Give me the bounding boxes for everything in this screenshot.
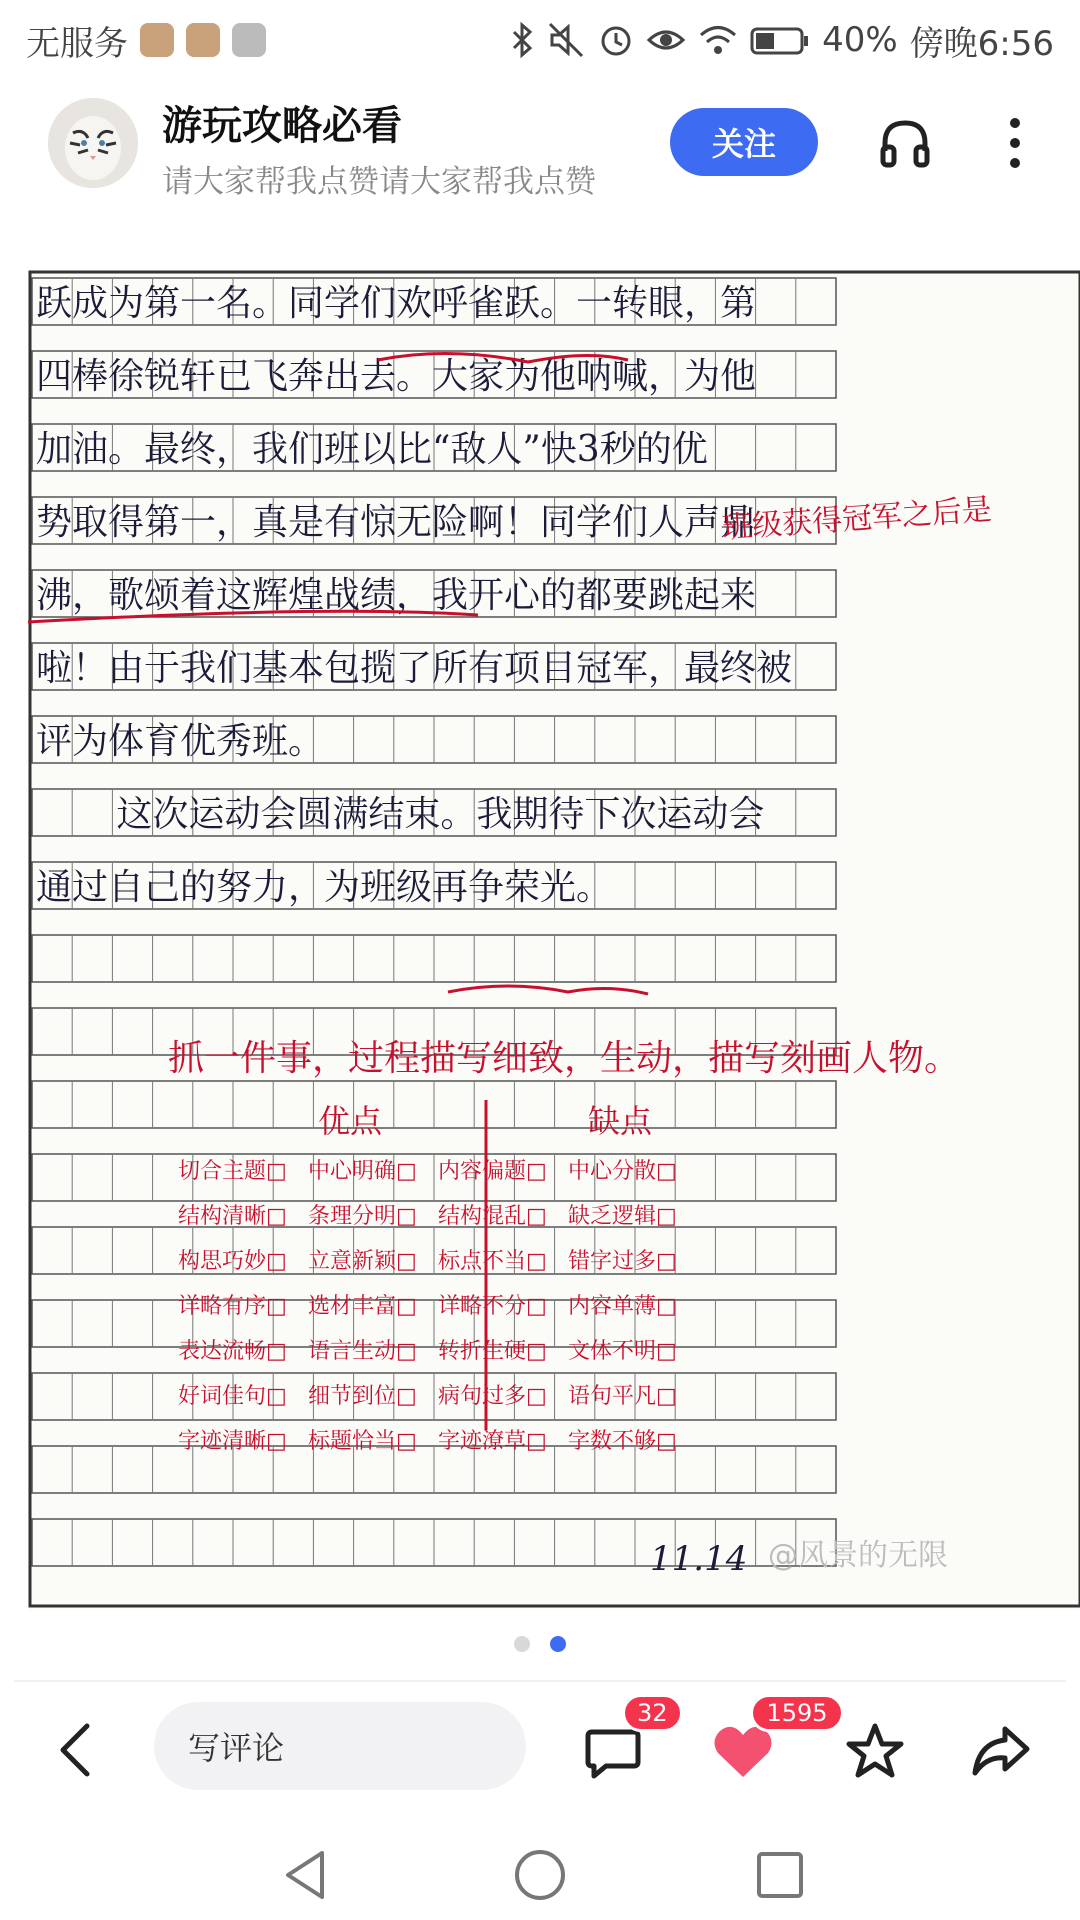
author-subtitle: 请大家帮我点赞请大家帮我点赞 xyxy=(162,164,596,200)
teacher-note-top: 班级获得冠军之后是 xyxy=(721,492,993,546)
avatar[interactable] xyxy=(48,98,138,188)
divider xyxy=(14,1680,1066,1682)
grading-criterion: 中心明确□ xyxy=(308,1159,417,1184)
post-header xyxy=(0,80,1080,250)
underline-mark xyxy=(448,986,648,994)
pager-dot[interactable] xyxy=(550,1636,566,1652)
headphones-icon xyxy=(877,115,933,171)
favorite-button[interactable] xyxy=(840,1716,910,1786)
essay-line: 加油。最终，我们班以比“敌人”快3秒的优 xyxy=(36,429,708,470)
nav-back-button[interactable] xyxy=(270,1840,340,1910)
app-notification-icon xyxy=(140,23,174,57)
grading-criterion: 标题恰当□ xyxy=(308,1429,417,1454)
nav-home-button[interactable] xyxy=(505,1840,575,1910)
status-bar xyxy=(0,0,1080,80)
grading-criterion: 语句平凡□ xyxy=(568,1384,677,1409)
grading-table xyxy=(178,1100,677,1454)
follow-button[interactable]: 关注 xyxy=(670,108,818,176)
more-button[interactable] xyxy=(990,108,1040,178)
back-icon xyxy=(55,1720,95,1780)
grading-criterion: 结构混乱□ xyxy=(438,1204,547,1229)
essay-text xyxy=(36,283,792,908)
comment-count-badge: 32 xyxy=(622,1694,683,1732)
grading-criterion: 内容偏题□ xyxy=(438,1159,547,1184)
grading-criterion: 切合主题□ xyxy=(178,1159,287,1184)
watermark: @风景的无限 xyxy=(768,1538,948,1573)
grading-criterion: 详略不分□ xyxy=(438,1294,547,1319)
essay-line: 跃成为第一名。同学们欢呼雀跃。一转眼，第 xyxy=(36,283,757,324)
battery-icon xyxy=(750,22,810,58)
bottom-action-bar xyxy=(0,1690,1080,1810)
status-left xyxy=(26,16,266,65)
grading-criterion: 语言生动□ xyxy=(308,1339,417,1364)
star-icon xyxy=(845,1722,905,1780)
circle-home-icon xyxy=(512,1847,568,1903)
app-notification-icon xyxy=(232,23,266,57)
alarm-icon xyxy=(598,22,634,58)
grading-criterion: 字迹清晰□ xyxy=(178,1429,287,1454)
like-count-badge: 1595 xyxy=(750,1694,844,1732)
essay-line: 这次运动会圆满结束。我期待下次运动会 xyxy=(116,794,765,835)
more-icon xyxy=(1008,115,1022,171)
status-right xyxy=(510,16,1054,65)
grading-criterion: 好词佳句□ xyxy=(178,1384,287,1409)
essay-line: 四棒徐锐轩已飞奔出去。大家为他呐喊，为他 xyxy=(36,356,757,397)
square-recents-icon xyxy=(754,1849,806,1901)
carrier-text: 无服务 xyxy=(26,23,128,64)
app-notification-icon xyxy=(186,23,220,57)
bluetooth-icon xyxy=(510,22,536,58)
share-icon xyxy=(971,1723,1031,1779)
wifi-icon xyxy=(698,22,738,58)
grading-criterion: 表达流畅□ xyxy=(178,1339,287,1364)
share-button[interactable] xyxy=(966,1716,1036,1786)
image-pager xyxy=(0,1636,1080,1652)
grading-criterion: 选材丰富□ xyxy=(308,1294,417,1319)
cons-title: 缺点 xyxy=(588,1102,653,1140)
grading-criterion: 错字过多□ xyxy=(568,1249,677,1274)
essay-line: 啦！由于我们基本包揽了所有项目冠军，最终被 xyxy=(36,648,793,689)
grading-criterion: 结构清晰□ xyxy=(178,1204,287,1229)
grading-criterion: 立意新颖□ xyxy=(308,1249,417,1274)
grading-criterion: 文体不明□ xyxy=(568,1339,677,1364)
grading-criterion: 字数不够□ xyxy=(568,1429,677,1454)
grading-criterion: 标点不当□ xyxy=(438,1249,547,1274)
triangle-back-icon xyxy=(278,1847,332,1903)
essay-line: 评为体育优秀班。 xyxy=(36,721,325,762)
essay-line: 势取得第一，真是有惊无险啊！同学们人声鼎 xyxy=(36,502,757,543)
grading-criterion: 条理分明□ xyxy=(308,1204,417,1229)
author-name[interactable]: 游玩攻略必看 xyxy=(162,103,402,149)
nav-recents-button[interactable] xyxy=(745,1840,815,1910)
essay-date: 11.14 xyxy=(650,1539,748,1579)
back-button[interactable] xyxy=(40,1710,110,1790)
grading-criterion: 中心分散□ xyxy=(568,1159,677,1184)
grading-criterion: 构思巧妙□ xyxy=(178,1249,287,1274)
headphones-button[interactable] xyxy=(870,108,940,178)
grading-criterion: 缺乏逻辑□ xyxy=(568,1204,677,1229)
writing-grid xyxy=(32,278,836,1566)
grading-criterion: 内容单薄□ xyxy=(568,1294,677,1319)
system-navigation-bar xyxy=(0,1830,1080,1920)
essay-line: 沸，歌颂着这辉煌战绩，我开心的都要跳起来 xyxy=(36,575,757,616)
teacher-comment: 抓一件事，过程描写细致，生动，描写刻画人物。 xyxy=(168,1038,961,1079)
post-image[interactable] xyxy=(28,270,1080,1610)
mute-icon xyxy=(548,22,586,58)
grading-criterion: 详略有序□ xyxy=(178,1294,287,1319)
eye-icon xyxy=(646,22,686,58)
battery-percent: 40% xyxy=(822,20,898,60)
essay-sheet xyxy=(28,270,1080,1610)
pros-title: 优点 xyxy=(318,1102,383,1140)
essay-line: 通过自己的努力，为班级再争荣光。 xyxy=(36,867,613,908)
clock: 傍晚6:56 xyxy=(909,23,1054,64)
grading-criterion: 转折生硬□ xyxy=(438,1339,547,1364)
grading-criterion: 病句过多□ xyxy=(438,1384,547,1409)
pager-dot[interactable] xyxy=(514,1636,530,1652)
grading-criterion: 细节到位□ xyxy=(308,1384,417,1409)
comment-input[interactable]: 写评论 xyxy=(154,1702,526,1790)
grading-criterion: 字迹潦草□ xyxy=(438,1429,547,1454)
